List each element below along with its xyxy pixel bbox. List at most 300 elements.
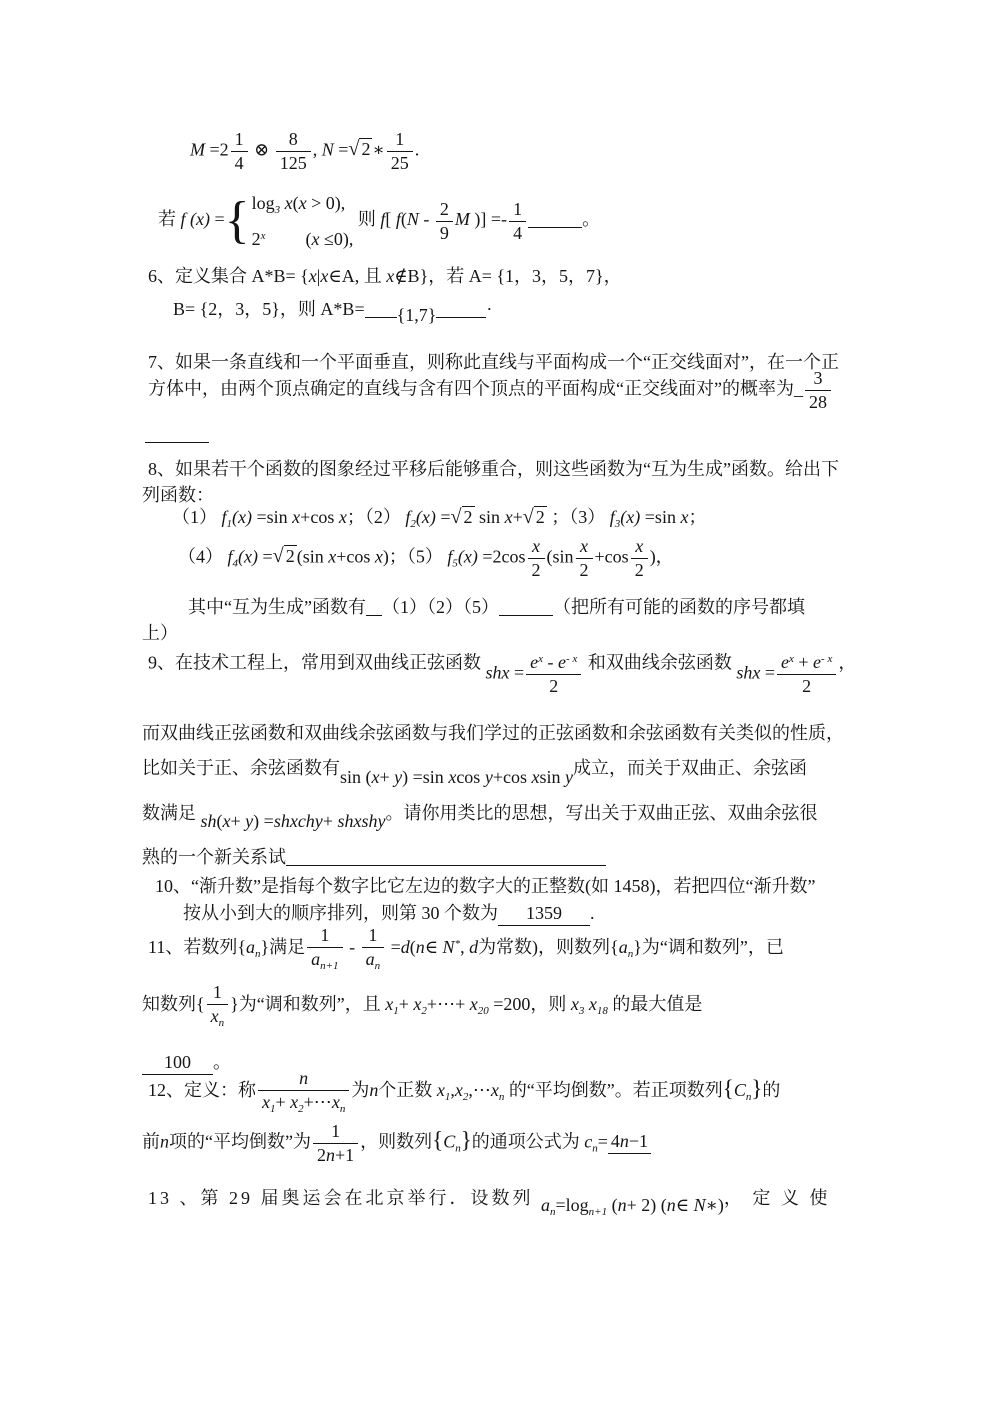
math-var: x	[290, 1091, 299, 1112]
fraction-numerator	[231, 129, 248, 152]
q9-line4	[142, 801, 818, 831]
fraction	[631, 536, 648, 580]
fraction-denominator	[528, 559, 545, 581]
math-var: c	[584, 1131, 593, 1152]
math-var: x	[504, 507, 513, 527]
text-run: +cos	[336, 546, 375, 567]
text-run: (	[400, 209, 407, 230]
math-var: x	[531, 767, 540, 787]
subscript: n	[745, 1090, 752, 1103]
math-var: a	[541, 1195, 550, 1215]
text-run: {	[722, 1075, 734, 1101]
math-var: shxshy	[337, 811, 386, 831]
text-run: (	[607, 1195, 618, 1215]
text-run: (sin	[296, 546, 329, 567]
radical-sign: √	[450, 506, 462, 528]
text-run: 项的“平均倒数”为	[169, 1131, 311, 1152]
q8-functions-45	[178, 536, 674, 580]
text-run: =sin	[252, 507, 293, 527]
text-run: log	[251, 193, 275, 213]
text-run: 1	[234, 129, 244, 149]
text-run: .	[590, 903, 595, 923]
text-run: 则	[353, 209, 381, 230]
math-var: N	[442, 936, 455, 957]
math-var: M	[454, 209, 470, 230]
fraction	[362, 925, 385, 972]
math-var: N	[693, 1195, 706, 1215]
text-run: )；（5）	[382, 546, 448, 567]
text-run: +⋯	[303, 1091, 332, 1112]
fraction	[777, 652, 836, 696]
math-var: x	[386, 266, 395, 286]
text-run: 100	[164, 1052, 191, 1072]
math-var: x	[222, 811, 231, 831]
text-run: ∗	[372, 139, 385, 160]
fraction	[509, 199, 526, 243]
math-var: n	[325, 1144, 335, 1165]
math-var: C	[733, 1079, 746, 1100]
text-run: sin	[474, 507, 505, 527]
math-var: x	[490, 1079, 499, 1100]
math-var: shx	[736, 662, 761, 683]
subscript: n	[374, 959, 381, 972]
text-run: 2	[361, 139, 371, 160]
q5-piecewise-answer-line	[158, 190, 600, 252]
text-run: 其中“互为生成”函数有	[188, 597, 366, 617]
text-run: （1）	[172, 507, 222, 527]
text-run: (	[409, 936, 416, 957]
text-run: 若	[158, 209, 181, 230]
text-run: =	[555, 1195, 566, 1215]
text-run: ，	[838, 652, 857, 673]
text-run: 个正数	[378, 1079, 437, 1100]
fraction-denominator	[258, 1091, 349, 1116]
q10-answer-line	[183, 901, 595, 925]
text-run: ∈	[424, 936, 443, 957]
text-run: 熟的一个新关系试	[142, 847, 286, 867]
subscript: 4	[232, 557, 239, 570]
text-run: ,	[450, 1079, 455, 1100]
answer-blank-underline	[499, 596, 553, 616]
text-run: 1	[513, 198, 523, 219]
subscript: 1	[270, 1102, 276, 1115]
text-run: 1	[212, 982, 222, 1002]
text-run: (	[305, 229, 312, 249]
text-run: 6、定义集合 A*B= {	[148, 266, 309, 286]
fraction	[526, 652, 581, 696]
text-run: =	[209, 209, 225, 230]
text-run: 成立，而关于双曲正、余弦函	[572, 758, 807, 778]
math-var: x	[320, 266, 329, 286]
math-var: x	[262, 1091, 270, 1112]
q11-line2	[142, 982, 702, 1029]
math-var: y	[394, 767, 403, 787]
text-run: （1）（2）（5）	[381, 597, 499, 617]
cases-row	[252, 190, 354, 223]
q13-line1	[148, 1186, 830, 1217]
fraction-numerator	[207, 982, 229, 1005]
fraction-denominator	[207, 1005, 229, 1030]
subscript: n	[455, 1142, 461, 1155]
radicand	[462, 506, 475, 527]
text-run: 1	[331, 1121, 341, 1141]
math-group	[486, 652, 584, 696]
math-var: x	[532, 536, 541, 556]
text-run: ,	[312, 139, 322, 160]
math-var: e	[530, 652, 539, 672]
text-run: ；	[688, 507, 707, 527]
math-var: x	[328, 546, 337, 567]
text-run: 4	[513, 222, 523, 243]
text-run: B= {2，3，5}，则 A*B=	[173, 299, 365, 319]
math-var: x	[454, 1079, 463, 1100]
text-run: ∉B}，若 A= {1，3，5，7}，	[394, 266, 622, 286]
text-run: 的最大值是	[607, 993, 703, 1014]
text-run: +⋯+	[426, 993, 470, 1014]
text-run: -	[418, 209, 434, 230]
text-run: 方体中，由两个顶点确定的直线与含有四个顶点的平面构成“正交线面对”的概率为_	[148, 378, 803, 399]
superscript: - x	[566, 653, 578, 665]
text-run: 的“平均倒数”。若正项数列	[504, 1079, 723, 1100]
math-var: x	[469, 993, 478, 1014]
text-run: +	[398, 993, 414, 1014]
text-run: +1	[334, 1144, 355, 1165]
text-run: +	[793, 652, 814, 672]
text-run: 4	[610, 1131, 620, 1152]
subscript: n	[592, 1142, 598, 1155]
text-run: + 2) (	[626, 1195, 667, 1215]
fraction	[258, 1068, 349, 1115]
math-var: a	[245, 936, 255, 957]
text-run: 2	[463, 507, 473, 527]
text-run: 3	[813, 368, 823, 388]
math-var: N	[321, 139, 334, 160]
text-run: 11、若数列{	[148, 936, 246, 957]
fraction-numerator	[362, 925, 385, 948]
q12-line1	[148, 1068, 780, 1115]
math-var: M	[190, 139, 205, 160]
q9-line2	[142, 721, 844, 745]
subscript: 2	[298, 1102, 304, 1115]
fraction	[528, 536, 545, 580]
text-run: sin (	[340, 767, 372, 787]
fraction-numerator	[276, 129, 311, 152]
radicand	[284, 545, 297, 566]
math-var: f	[227, 546, 233, 567]
superscript: x	[538, 653, 544, 665]
text-run: ∈A, 且	[328, 266, 387, 286]
text-run: +	[322, 811, 338, 831]
cases-row	[252, 223, 354, 252]
fraction	[805, 368, 831, 412]
subscript: 1	[393, 1004, 399, 1017]
text-run: ·	[486, 299, 493, 319]
text-run: 。	[582, 209, 601, 230]
cases-rows	[252, 190, 354, 252]
math-var: a	[311, 948, 321, 969]
q8-answer-line	[188, 595, 805, 619]
text-run: 7、如果一条直线和一个平面垂直，则称此直线与平面构成一个“正交线面对”，在一个正	[148, 352, 839, 372]
text-run: 1359	[526, 903, 562, 923]
math-var: f	[447, 546, 453, 567]
math-group	[736, 652, 838, 696]
math-var: n	[369, 1079, 379, 1100]
text-run: 数满足	[142, 803, 201, 823]
cases-brace-icon: {	[224, 192, 250, 249]
radicand	[359, 138, 372, 159]
superscript: x	[789, 653, 794, 665]
math-var: (x)	[457, 546, 478, 567]
math-var: x	[413, 993, 422, 1014]
text-run: （4）	[178, 546, 228, 567]
superscript: - x	[821, 653, 833, 665]
text-run: +	[230, 811, 246, 831]
math-var: x	[580, 536, 589, 556]
text-run: +cos	[300, 507, 339, 527]
answer-blank-underline	[286, 846, 606, 866]
text-run: .	[414, 139, 420, 160]
superscript: x	[260, 230, 266, 242]
fraction	[307, 925, 342, 972]
text-run: 为	[351, 1079, 370, 1100]
text-run: ， 定 义 使	[723, 1188, 831, 1208]
math-var: f	[405, 507, 411, 527]
fraction-numerator	[805, 368, 831, 391]
subscript: n+1	[320, 959, 339, 972]
fraction	[276, 129, 311, 173]
text-run: ∈	[675, 1195, 694, 1215]
math-var: n	[415, 936, 425, 957]
fraction-numerator	[307, 925, 342, 948]
math-var: shx	[485, 662, 510, 683]
q6-answer-line	[173, 297, 493, 325]
answer-underlined	[608, 1129, 651, 1154]
q7-line2	[148, 368, 833, 412]
text-run: }	[460, 1127, 472, 1153]
answer-blank-underline	[528, 208, 582, 228]
math-var: shxchy	[273, 811, 323, 831]
text-run: ，则数列	[360, 1131, 433, 1152]
text-run: ；（2）	[346, 507, 406, 527]
fraction-numerator	[387, 129, 413, 152]
fraction-numerator	[258, 1068, 349, 1091]
math-var: sh	[200, 811, 217, 831]
text-run: )，	[649, 546, 674, 567]
fraction-numerator	[509, 199, 526, 222]
math-var: C	[443, 1131, 456, 1152]
math-var: x	[635, 536, 644, 556]
math-var: (x)	[620, 507, 641, 527]
text-run: }为“调和数列”，且	[230, 993, 386, 1014]
subscript: 2	[410, 518, 416, 530]
text-run: |	[316, 266, 321, 286]
text-run: 2	[251, 229, 261, 249]
text-run: 10、“渐升数”是指每个数字比它左边的数字大的正整数(如 1458)，若把四位“渐升数”	[155, 876, 816, 896]
math-var: x	[331, 1091, 340, 1112]
answer-blank-underline	[436, 298, 486, 318]
math-var: e	[558, 652, 567, 672]
subscript: 3	[274, 204, 281, 216]
subscript: 5	[452, 557, 458, 570]
fraction	[207, 982, 229, 1029]
text-run: 8、如果若干个函数的图象经过平移后能够重合，则这些函数为“互为生成”函数。给出下	[148, 459, 839, 479]
fraction-denominator	[362, 948, 385, 973]
math-var: n	[160, 1131, 169, 1152]
q8-line2	[142, 483, 214, 507]
q8-functions-123	[172, 505, 706, 536]
text-run: 125	[279, 152, 307, 173]
math-var: (x)	[232, 507, 252, 527]
fraction-denominator	[526, 675, 581, 697]
text-run: ) =	[253, 811, 274, 831]
subscript: 2	[462, 1090, 469, 1103]
text-run: 。	[213, 1052, 231, 1072]
fraction-denominator	[631, 559, 648, 581]
text-run: 知数列{	[142, 993, 205, 1014]
text-run: 2	[549, 675, 559, 696]
text-run: )] =-	[469, 209, 508, 230]
sqrt-radical	[450, 507, 474, 527]
text-run: 的通项公式为	[471, 1131, 585, 1152]
superscript: *	[454, 937, 461, 950]
fraction-denominator	[387, 152, 413, 174]
sqrt-radical	[273, 546, 297, 566]
subscript: 3	[614, 518, 621, 530]
text-run: {	[432, 1127, 444, 1153]
text-run: 9、在技术工程上，常用到双曲线正弦函数	[148, 652, 486, 673]
subscript: n	[218, 1016, 225, 1029]
subscript: n	[627, 947, 634, 960]
fraction-numerator	[526, 652, 581, 675]
text-run: }为“调和数列”，已	[633, 936, 784, 957]
text-run: +cos	[492, 767, 532, 787]
text-run: (sin	[546, 546, 574, 567]
fraction-denominator	[313, 1144, 358, 1166]
text-run: 1	[368, 925, 378, 945]
text-run: 1	[395, 129, 405, 149]
text-run: +cos	[594, 546, 629, 567]
fraction-numerator	[313, 1121, 358, 1144]
text-run: 2	[316, 1144, 326, 1165]
text-run: 前	[142, 1131, 160, 1152]
text-run: 2	[634, 559, 644, 580]
math-var: f	[380, 209, 386, 230]
text-run: =	[509, 662, 525, 683]
subscript: 18	[596, 1004, 608, 1017]
subscript: 1	[444, 1090, 451, 1103]
sqrt-radical	[523, 507, 547, 527]
subscript: 2	[421, 1004, 427, 1017]
radical-sign: √	[522, 506, 534, 528]
text-run: 2	[285, 546, 295, 567]
subscript: 1	[226, 518, 233, 530]
text-run: =	[597, 1131, 608, 1152]
math-var: x	[385, 993, 394, 1014]
q12-answer-line	[142, 1121, 651, 1165]
subscript: n+1	[588, 1206, 608, 1218]
text-run: =	[760, 662, 775, 683]
math-var: x	[284, 193, 293, 213]
subscript: 3	[578, 1004, 585, 1017]
spacer	[266, 244, 306, 245]
fraction-numerator	[777, 652, 836, 675]
fraction-denominator	[436, 222, 453, 244]
q8-line1	[148, 457, 839, 481]
radical-sign: √	[348, 138, 360, 161]
text-run: 25	[390, 152, 409, 173]
math-group	[340, 765, 573, 789]
text-run: 比如关于正、余弦函数有	[142, 758, 340, 778]
math-var: d	[400, 936, 410, 957]
subscript: n	[339, 1102, 346, 1115]
q7-answer-blank	[145, 422, 209, 446]
subscript: n	[254, 947, 261, 960]
text-run: 2	[439, 198, 449, 219]
fraction-numerator	[631, 536, 648, 559]
text-run: −1	[628, 1131, 649, 1152]
fraction-denominator	[509, 222, 526, 244]
math-group	[201, 809, 386, 833]
fraction	[231, 129, 248, 173]
cases-group	[225, 190, 354, 252]
text-run: （把所有可能的函数的序号都填	[552, 597, 805, 617]
text-run: +	[379, 767, 395, 787]
text-run: 列函数：	[142, 485, 214, 505]
math-var: e	[813, 652, 822, 672]
answer-blank-underline	[365, 298, 397, 318]
text-run: > 0),	[306, 193, 346, 213]
text-run: 13 、第 29 届奥运会在北京举行．设数列	[148, 1188, 541, 1208]
text-run: ∗)	[705, 1195, 724, 1215]
math-var: x	[338, 507, 347, 527]
text-run: ,⋯	[468, 1079, 491, 1100]
text-run: 2	[531, 559, 541, 580]
math-var: x	[374, 546, 383, 567]
fraction	[387, 129, 413, 173]
text-run: ) =sin	[402, 767, 449, 787]
answer-blank-underline	[366, 596, 382, 616]
sqrt-radical	[348, 139, 372, 159]
text-run: 8	[288, 129, 298, 149]
text-run: 1	[320, 925, 330, 945]
math-var: n	[666, 1195, 676, 1215]
text-run: ；（3）	[546, 507, 610, 527]
fraction	[576, 536, 593, 580]
math-var: n	[619, 1131, 629, 1152]
q10-line1	[155, 874, 815, 898]
fraction-numerator	[528, 536, 545, 559]
text-run: 28	[808, 391, 827, 412]
fraction-denominator	[307, 948, 342, 973]
math-var: y	[245, 811, 254, 831]
text-run: 为常数)，则数列{	[478, 936, 619, 957]
q11-line1	[148, 925, 784, 972]
radical-sign: √	[272, 545, 284, 568]
text-run: 9	[439, 222, 449, 243]
math-var: e	[781, 652, 789, 672]
math-var: y	[564, 767, 573, 787]
fraction	[313, 1121, 358, 1165]
text-run: =200，则	[488, 993, 571, 1014]
text-run: ⊗	[249, 139, 274, 160]
text-run: 而双曲线正弦函数和双曲线余弦函数与我们学过的正弦函数和余弦函数有关类似的性质，	[142, 723, 844, 743]
text-run: =	[333, 139, 349, 160]
q6-line1	[148, 264, 622, 288]
subscript: n	[498, 1090, 505, 1103]
fraction-denominator	[805, 391, 831, 413]
radicand	[534, 506, 547, 527]
text-run: (	[292, 193, 299, 213]
